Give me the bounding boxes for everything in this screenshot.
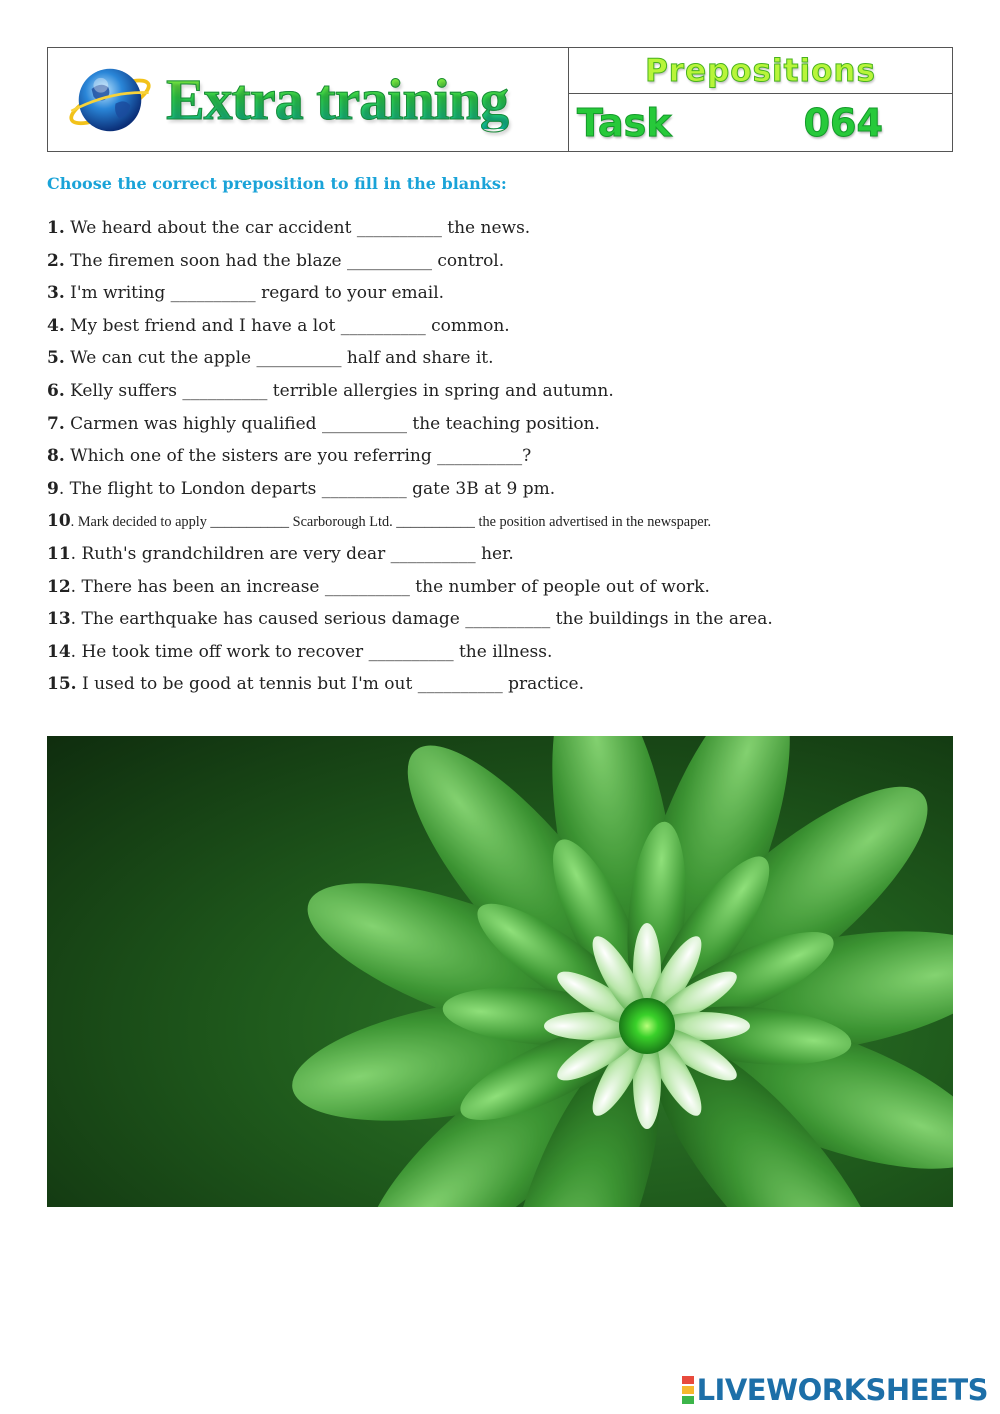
question-item bbox=[47, 279, 957, 312]
brand-title: Extra training bbox=[166, 66, 509, 132]
question-text[interactable]: Carmen was highly qualified __________ the teaching position. bbox=[64, 413, 600, 434]
question-text[interactable]: . Mark decided to apply ___________ Scarborough Ltd. ___________ the position advertised in the newspaper. bbox=[70, 514, 712, 531]
question-text[interactable]: The firemen soon had the blaze __________ control. bbox=[64, 250, 505, 271]
question-item bbox=[47, 670, 957, 703]
question-text[interactable]: . The earthquake has caused serious damage __________ the buildings in the area. bbox=[70, 609, 773, 630]
question-number: 4. bbox=[47, 315, 65, 336]
question-number: 8. bbox=[47, 446, 65, 467]
brand-area bbox=[48, 48, 569, 151]
topic-cell bbox=[569, 48, 952, 94]
question-number: 9 bbox=[47, 478, 59, 499]
question-number: 15. bbox=[47, 674, 77, 695]
liveworksheets-logo[interactable] bbox=[682, 1374, 988, 1406]
question-item bbox=[47, 540, 957, 573]
question-number: 5. bbox=[47, 348, 65, 369]
question-item bbox=[47, 573, 957, 606]
question-item bbox=[47, 442, 957, 475]
question-number: 10 bbox=[47, 511, 71, 532]
question-number: 1. bbox=[47, 218, 65, 238]
question-item bbox=[47, 507, 957, 540]
question-text[interactable]: I'm writing __________ regard to your email. bbox=[64, 283, 445, 304]
question-number: 2. bbox=[47, 250, 65, 271]
logo-text: LIVEWORKSHEETS bbox=[696, 1373, 988, 1407]
question-item bbox=[47, 214, 957, 247]
question-text[interactable]: . Ruth's grandchildren are very dear __________ her. bbox=[70, 543, 514, 564]
flower-image bbox=[47, 736, 953, 1207]
question-item bbox=[47, 638, 957, 671]
question-number: 3. bbox=[47, 283, 65, 304]
question-number: 7. bbox=[47, 413, 65, 434]
flower-illustration bbox=[47, 736, 953, 1207]
question-number: 11 bbox=[47, 543, 71, 564]
question-text[interactable]: . There has been an increase __________ the number of people out of work. bbox=[70, 576, 710, 597]
question-item bbox=[47, 377, 957, 410]
liveworksheets-logo-icon bbox=[682, 1375, 694, 1405]
question-item bbox=[47, 312, 957, 345]
question-item bbox=[47, 605, 957, 638]
globe-icon bbox=[64, 54, 156, 146]
question-text[interactable]: . He took time off work to recover __________ the illness. bbox=[70, 641, 553, 662]
task-number: 064 bbox=[803, 100, 883, 145]
task-cell bbox=[569, 94, 952, 151]
question-list bbox=[47, 214, 957, 703]
task-label: Task bbox=[577, 100, 672, 145]
question-text[interactable]: . The flight to London departs __________ gate 3B at 9 pm. bbox=[58, 478, 556, 499]
question-text[interactable]: Kelly suffers __________ terrible allergies in spring and autumn. bbox=[64, 380, 614, 401]
question-number: 6. bbox=[47, 380, 65, 401]
question-item bbox=[47, 344, 957, 377]
task-info bbox=[569, 48, 952, 151]
question-text[interactable]: We can cut the apple __________ half and share it. bbox=[64, 348, 494, 369]
question-text[interactable]: Which one of the sisters are you referring __________? bbox=[64, 446, 532, 467]
topic-title: Prepositions bbox=[645, 52, 876, 89]
question-number: 13 bbox=[47, 609, 71, 630]
question-text[interactable]: I used to be good at tennis but I'm out __________ practice. bbox=[76, 674, 585, 695]
question-text[interactable]: My best friend and I have a lot __________ common. bbox=[64, 315, 510, 336]
question-item bbox=[47, 410, 957, 443]
question-number: 12 bbox=[47, 576, 71, 597]
question-item bbox=[47, 475, 957, 508]
worksheet-header bbox=[47, 47, 953, 152]
question-number: 14 bbox=[47, 641, 71, 662]
question-text[interactable]: We heard about the car accident __________ the news. bbox=[64, 218, 531, 238]
question-item bbox=[47, 247, 957, 280]
instruction-text: Choose the correct preposition to fill in the blanks: bbox=[47, 174, 507, 193]
